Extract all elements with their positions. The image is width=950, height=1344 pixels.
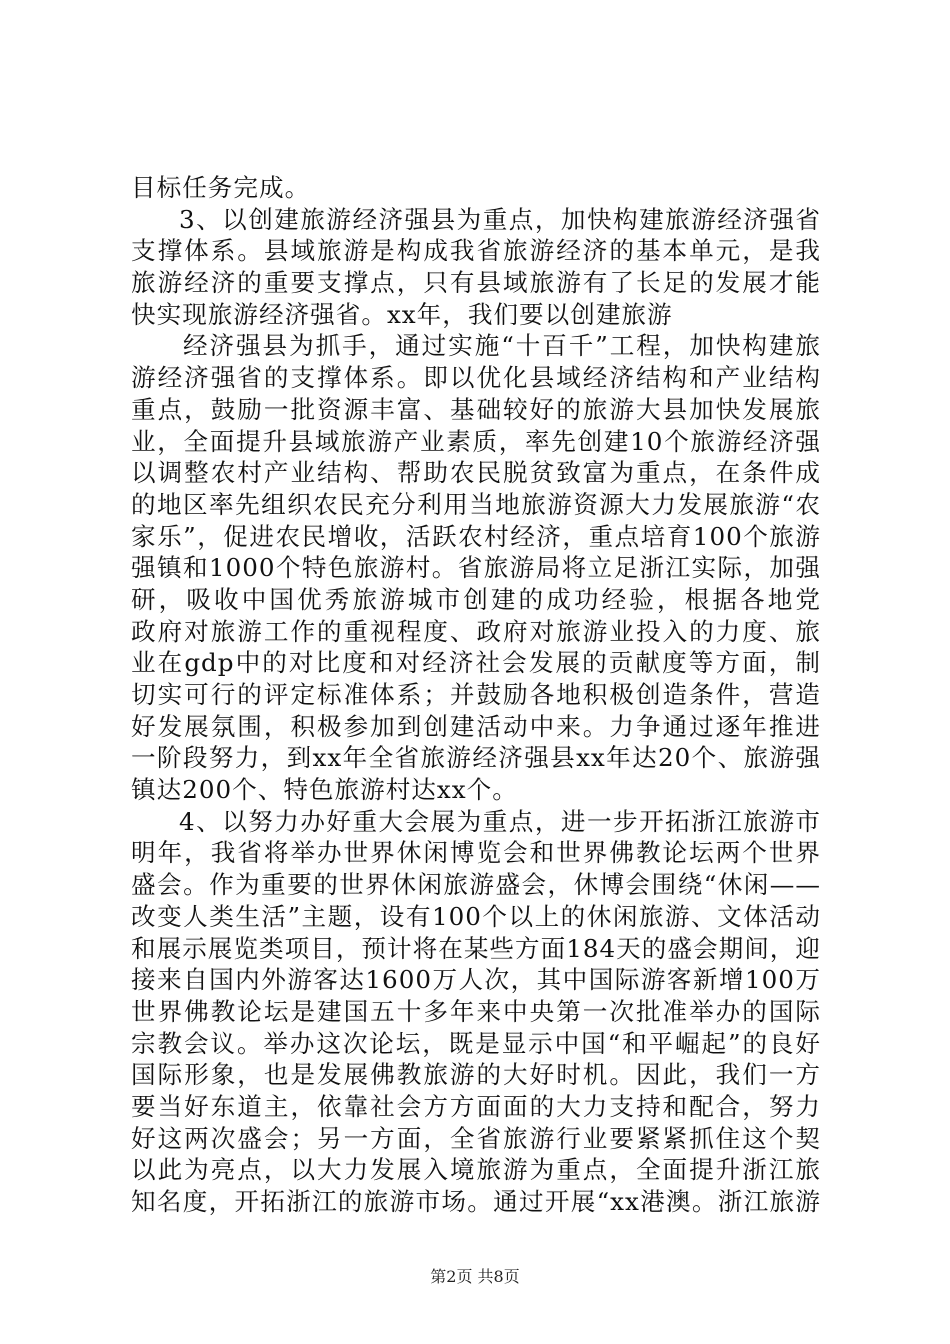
text-line: 支撑体系。县域旅游是构成我省旅游经济的基本单元，是我: [131, 236, 821, 266]
text-line: 游经济强省的支撑体系。即以优化县域经济结构和产业结构: [131, 363, 821, 393]
text-line: 明年，我省将举办世界休闲博览会和世界佛教论坛两个世界: [131, 838, 821, 868]
text-line: 镇达200个、特色旅游村达xx个。: [131, 775, 518, 805]
text-line: 切实可行的评定标准体系；并鼓励各地积极创造条件，营造: [131, 680, 821, 709]
text-line: 和展示展览类项目，预计将在某些方面184天的盛会期间，迎: [131, 933, 821, 963]
text-line: 政府对旅游工作的重视程度、政府对旅游业投入的力度、旅: [131, 616, 821, 646]
text-line: 要当好东道主，依靠社会方方面面的大力支持和配合，努力: [131, 1091, 821, 1121]
text-line: 改变人类生活”主题，设有100个以上的休闲旅游、文体活动: [131, 901, 821, 931]
text-line: 一阶段努力，到xx年全省旅游经济强县xx年达20个、旅游强: [131, 743, 821, 773]
text-line: 以调整农村产业结构、帮助农民脱贫致富为重点，在条件成: [131, 458, 821, 488]
document-body: [131, 172, 821, 1218]
text-line: 快实现旅游经济强省。xx年，我们要以创建旅游: [131, 299, 673, 329]
text-line: 盛会。作为重要的世界休闲旅游盛会，休博会围绕“休闲——: [131, 870, 821, 900]
text-line: 接来自国内外游客达1600万人次，其中国际游客新增100万: [131, 965, 821, 995]
text-line: 好发展氛围，积极参加到创建活动中来。力争通过逐年推进: [131, 711, 821, 741]
text-line: 宗教会议。举办这次论坛，既是显示中国“和平崛起”的良好: [131, 1028, 821, 1058]
text-line: 国际形象，也是发展佛教旅游的大好时机。因此，我们一方: [131, 1060, 821, 1090]
text-line: 的地区率先组织农民充分利用当地旅游资源大力发展旅游“农: [131, 489, 821, 519]
text-line: 旅游经济的重要支撑点，只有县域旅游有了长足的发展才能: [131, 268, 821, 298]
text-line: 世界佛教论坛是建国五十多年来中央第一次批准举办的国际: [131, 996, 821, 1026]
paragraph-continuation-start: 经济强县为抓手，通过实施“十百千”工程，加快构建旅: [183, 331, 821, 361]
page-number-footer: 第2页 共8页: [430, 1267, 520, 1286]
text-line: 知名度，开拓浙江的旅游市场。通过开展“xx港澳。浙江旅游: [131, 1187, 821, 1216]
text-line: 研，吸收中国优秀旅游城市创建的成功经验，根据各地党: [131, 584, 821, 614]
text-line: 业在gdp中的对比度和对经济社会发展的贡献度等方面，制: [131, 648, 821, 678]
paragraph-3-start: 3、以创建旅游经济强县为重点，加快构建旅游经济强省: [179, 204, 821, 234]
text-line: 目标任务完成。: [131, 173, 311, 202]
paragraph-4-start: 4、以努力办好重大会展为重点，进一步开拓浙江旅游市: [179, 806, 821, 836]
text-line: 好这两次盛会；另一方面，全省旅游行业要紧紧抓住这个契: [131, 1123, 821, 1153]
text-line: 家乐”，促进农民增收，活跃农村经济，重点培育100个旅游: [131, 521, 821, 551]
text-line: 业，全面提升县域旅游产业素质，率先创建10个旅游经济强: [131, 426, 821, 456]
text-line: 以此为亮点，以大力发展入境旅游为重点，全面提升浙江旅: [131, 1155, 821, 1185]
text-line: 重点，鼓励一批资源丰富、基础较好的旅游大县加快发展旅: [131, 394, 821, 424]
text-line: 强镇和1000个特色旅游村。省旅游局将立足浙江实际，加强: [131, 553, 821, 583]
